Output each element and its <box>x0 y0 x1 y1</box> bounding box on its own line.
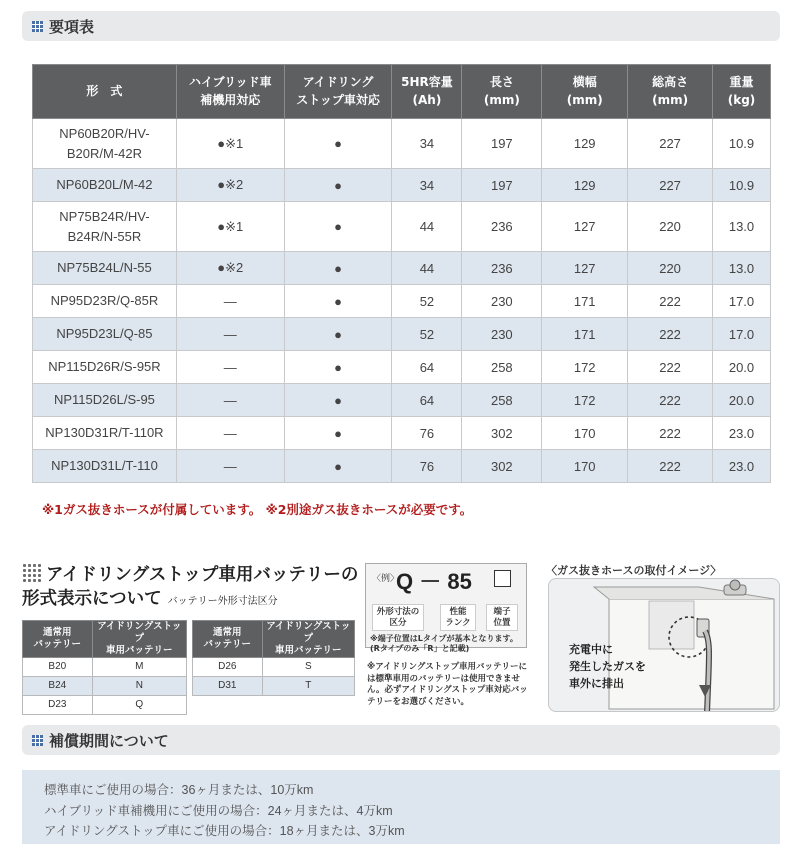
spec-cell-idle: ● <box>284 384 392 417</box>
caption-terminal: 端子 位置 <box>486 604 518 631</box>
size-cell-idle: T <box>262 676 354 695</box>
warranty-section-title: 補償期間について <box>49 731 169 750</box>
caption-rank: 性能 ランク <box>440 604 476 631</box>
spec-table-row <box>33 119 771 169</box>
spec-cell-hybrid: — <box>176 450 284 483</box>
size-table-row <box>193 676 355 695</box>
spec-cell-height: 222 <box>628 417 713 450</box>
spec-cell-idle: ● <box>284 252 392 285</box>
spec-cell-width: 127 <box>542 202 628 252</box>
example-code: Q － 85 <box>396 569 472 594</box>
spec-section-header <box>22 11 780 41</box>
spec-cell-weight: 10.9 <box>713 119 771 169</box>
spec-cell-model: NP95D23R/Q-85R <box>33 285 177 318</box>
spec-header-cell: 長さ (mm) <box>462 65 542 119</box>
size-table-left <box>22 620 187 715</box>
spec-cell-length: 197 <box>462 119 542 169</box>
spec-cell-height: 222 <box>628 351 713 384</box>
spec-cell-capacity: 76 <box>392 417 462 450</box>
size-cell-normal: D31 <box>193 676 263 695</box>
spec-cell-capacity: 64 <box>392 384 462 417</box>
spec-cell-length: 230 <box>462 285 542 318</box>
spec-cell-width: 129 <box>542 169 628 202</box>
spec-cell-idle: ● <box>284 450 392 483</box>
spec-cell-height: 220 <box>628 202 713 252</box>
spec-cell-length: 236 <box>462 252 542 285</box>
spec-table-row <box>33 252 771 285</box>
idle-title-line1: アイドリングストップ車用バッテリーの <box>46 565 359 585</box>
spec-cell-weight: 17.0 <box>713 285 771 318</box>
idle-section-title <box>22 563 358 611</box>
spec-header-cell: 形 式 <box>33 65 177 119</box>
spec-table <box>32 64 771 483</box>
size-table-row <box>23 676 187 695</box>
spec-cell-idle: ● <box>284 202 392 252</box>
spec-cell-model: NP130D31L/T-110 <box>33 450 177 483</box>
spec-header-cell: アイドリング ストップ車対応 <box>284 65 392 119</box>
spec-cell-height: 220 <box>628 252 713 285</box>
spec-cell-height: 222 <box>628 450 713 483</box>
hose-caption-line2: 発生したガスを <box>569 660 646 674</box>
spec-cell-weight: 23.0 <box>713 417 771 450</box>
col-idle-header: アイドリングストップ 車用バッテリー <box>92 621 186 658</box>
spec-table-row <box>33 450 771 483</box>
spec-section-title: 要項表 <box>49 17 95 36</box>
spec-table-header-row <box>33 65 771 119</box>
spec-cell-capacity: 34 <box>392 119 462 169</box>
spec-cell-height: 222 <box>628 318 713 351</box>
size-cell-normal: B24 <box>23 676 93 695</box>
size-cell-normal: B20 <box>23 657 93 676</box>
spec-header-cell: ハイブリッド車 補機用対応 <box>176 65 284 119</box>
spec-cell-model: NP75B24L/N-55 <box>33 252 177 285</box>
spec-header-cell: 5HR容量 (Ah) <box>392 65 462 119</box>
terminal-box <box>494 570 511 587</box>
hose-caption-line3: 車外に排出 <box>569 677 624 691</box>
spec-cell-model: NP75B24R/HV- B24R/N-55R <box>33 202 177 252</box>
warranty-section-header <box>22 725 780 755</box>
spec-cell-capacity: 64 <box>392 351 462 384</box>
size-table-row <box>193 657 355 676</box>
spec-cell-model: NP130D31R/T-110R <box>33 417 177 450</box>
spec-table-row <box>33 417 771 450</box>
spec-cell-length: 258 <box>462 351 542 384</box>
spec-cell-hybrid: — <box>176 318 284 351</box>
spec-cell-height: 227 <box>628 119 713 169</box>
idle-battery-note: ※アイドリングストップ車用バッテリーには標準車用のバッテリーは使用できません。必ずアイドリングストップ車対応バッテリーをお選びください。 <box>367 662 528 708</box>
spec-cell-weight: 23.0 <box>713 450 771 483</box>
example-label: 〈例〉 <box>372 574 400 584</box>
format-example <box>365 563 527 654</box>
size-cell-idle: S <box>262 657 354 676</box>
hose-illustration <box>548 578 780 712</box>
spec-cell-length: 230 <box>462 318 542 351</box>
idle-title-line2: 形式表示について <box>22 588 162 609</box>
spec-cell-hybrid: — <box>176 417 284 450</box>
spec-header-cell: 横幅 (mm) <box>542 65 628 119</box>
spec-cell-weight: 10.9 <box>713 169 771 202</box>
hose-caption <box>569 641 646 692</box>
size-cell-idle: Q <box>92 695 186 714</box>
spec-cell-model: NP115D26L/S-95 <box>33 384 177 417</box>
spec-table-row <box>33 202 771 252</box>
spec-cell-idle: ● <box>284 285 392 318</box>
spec-cell-width: 170 <box>542 417 628 450</box>
spec-cell-idle: ● <box>284 169 392 202</box>
grid-icon <box>32 21 43 32</box>
spec-cell-capacity: 34 <box>392 169 462 202</box>
spec-cell-width: 171 <box>542 318 628 351</box>
spec-cell-model: NP60B20L/M-42 <box>33 169 177 202</box>
spec-header-cell: 総高さ (mm) <box>628 65 713 119</box>
warranty-box <box>22 770 780 844</box>
spec-cell-hybrid: ●※2 <box>176 169 284 202</box>
spec-table-row <box>33 169 771 202</box>
spec-cell-length: 236 <box>462 202 542 252</box>
size-cell-idle: N <box>92 676 186 695</box>
spec-cell-width: 171 <box>542 285 628 318</box>
spec-cell-height: 222 <box>628 384 713 417</box>
spec-cell-idle: ● <box>284 318 392 351</box>
spec-cell-capacity: 52 <box>392 285 462 318</box>
spec-cell-capacity: 44 <box>392 202 462 252</box>
col-normal-header: 通常用 バッテリー <box>193 621 263 658</box>
warranty-line: ハイブリッド車補機用にご使用の場合：24ヶ月または、4万km <box>44 803 393 818</box>
spec-cell-width: 170 <box>542 450 628 483</box>
spec-cell-weight: 20.0 <box>713 384 771 417</box>
size-table-row <box>23 695 187 714</box>
spec-cell-width: 127 <box>542 252 628 285</box>
spec-cell-width: 172 <box>542 384 628 417</box>
spec-cell-model: NP115D26R/S-95R <box>33 351 177 384</box>
caption-size: 外形寸法の 区分 <box>372 604 424 631</box>
spec-cell-weight: 13.0 <box>713 252 771 285</box>
spec-cell-hybrid: — <box>176 384 284 417</box>
spec-table-row <box>33 351 771 384</box>
spec-cell-height: 222 <box>628 285 713 318</box>
spec-cell-capacity: 44 <box>392 252 462 285</box>
size-cell-normal: D26 <box>193 657 263 676</box>
spec-cell-hybrid: ●※2 <box>176 252 284 285</box>
spec-cell-weight: 17.0 <box>713 318 771 351</box>
dots-grid-icon <box>22 563 42 583</box>
spec-cell-hybrid: — <box>176 285 284 318</box>
spec-cell-weight: 13.0 <box>713 202 771 252</box>
spec-cell-length: 258 <box>462 384 542 417</box>
spec-cell-height: 227 <box>628 169 713 202</box>
example-note: ※端子位置はLタイプが基本となります。 (Rタイプのみ「R」と記載) <box>370 634 518 654</box>
spec-cell-hybrid: ●※1 <box>176 202 284 252</box>
spec-cell-width: 129 <box>542 119 628 169</box>
spec-cell-width: 172 <box>542 351 628 384</box>
spec-table-row <box>33 285 771 318</box>
size-cell-idle: M <box>92 657 186 676</box>
spec-header-cell: 重量 (kg) <box>713 65 771 119</box>
spec-cell-idle: ● <box>284 119 392 169</box>
spec-cell-length: 197 <box>462 169 542 202</box>
spec-cell-length: 302 <box>462 450 542 483</box>
spec-cell-idle: ● <box>284 351 392 384</box>
hose-caption-line1: 充電中に <box>569 643 613 656</box>
size-cell-normal: D23 <box>23 695 93 714</box>
spec-table-row <box>33 384 771 417</box>
size-table-row <box>23 657 187 676</box>
col-normal-header: 通常用 バッテリー <box>23 621 93 658</box>
spec-cell-length: 302 <box>462 417 542 450</box>
spec-cell-weight: 20.0 <box>713 351 771 384</box>
spec-table-row <box>33 318 771 351</box>
spec-cell-hybrid: ●※1 <box>176 119 284 169</box>
spec-cell-model: NP95D23L/Q-85 <box>33 318 177 351</box>
idle-subtitle: バッテリー外形寸法区分 <box>167 595 278 607</box>
hose-footnote: ※1ガス抜きホースが付属しています。 ※2別途ガス抜きホースが必要です。 <box>42 502 473 517</box>
hose-image-title: 〈ガス抜きホースの取付イメージ〉 <box>546 564 722 577</box>
warranty-line: アイドリングストップ車にご使用の場合：18ヶ月または、3万km <box>44 824 405 839</box>
grid-icon <box>32 735 43 746</box>
spec-cell-capacity: 52 <box>392 318 462 351</box>
warranty-line: 標準車にご使用の場合：36ヶ月または、10万km <box>44 783 314 797</box>
spec-cell-hybrid: — <box>176 351 284 384</box>
spec-cell-model: NP60B20R/HV- B20R/M-42R <box>33 119 177 169</box>
spec-cell-idle: ● <box>284 417 392 450</box>
spec-cell-capacity: 76 <box>392 450 462 483</box>
size-table-right <box>192 620 355 696</box>
col-idle-header: アイドリングストップ 車用バッテリー <box>262 621 354 658</box>
